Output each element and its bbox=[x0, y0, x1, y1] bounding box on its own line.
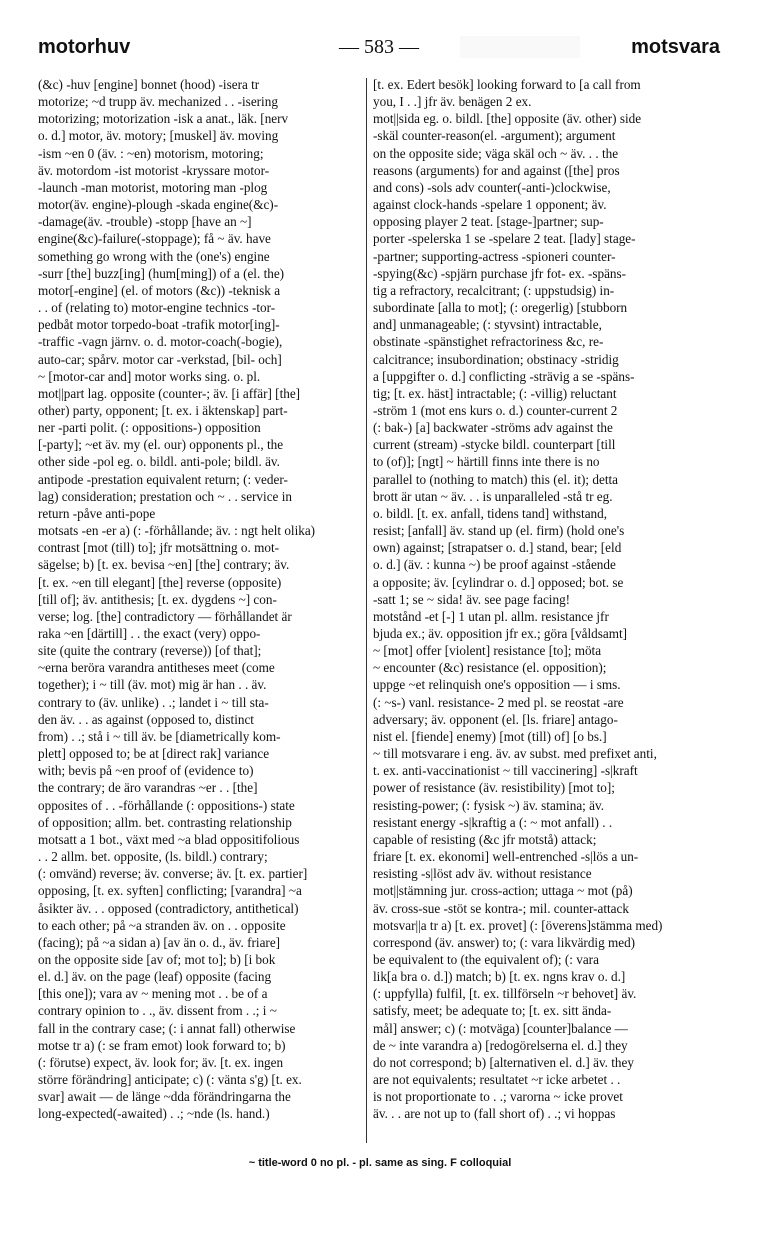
text-line: -satt 1; se ~ sida! äv. see page facing! bbox=[373, 591, 571, 607]
text-line: other) party, opponent; [t. ex. i äktenskap] part- bbox=[38, 402, 288, 418]
text-line: of opposition; allm. bet. contrasting relationship bbox=[38, 814, 292, 830]
text-line: (facing); på ~a sidan a) [av än o. d., äv. friare] bbox=[38, 934, 281, 950]
text-line: and] unmanageable; (: styvsint) intractable, bbox=[373, 317, 602, 333]
header-left-guide-word: motorhuv bbox=[38, 36, 131, 58]
text-line: ~erna beröra varandra antitheses meet (come bbox=[38, 660, 275, 676]
text-line: ner -parti polit. (: oppositions-) opposition bbox=[38, 420, 261, 436]
text-line: -spying(&c) -spjärn purchase jfr fot- ex. -späns- bbox=[373, 265, 627, 281]
text-line: [-party]; ~et äv. my (el. our) opponents pl., the bbox=[38, 437, 284, 453]
text-line: lag) consideration; prestation och ~ . . service in bbox=[38, 488, 292, 504]
text-line: against clock-hands -spelare 1 opponent; äv. bbox=[373, 197, 607, 213]
text-line: (: bak-) [a] backwater -ströms adv against the bbox=[373, 420, 613, 436]
text-line: äv. cross-sue -stöt se kontra-; mil. counter-attack bbox=[373, 900, 629, 916]
text-line: [till of]; äv. antithesis; [t. ex. dygdens ~] con- bbox=[38, 591, 277, 607]
text-line: raka ~en [därtill] . . the exact (very) oppo- bbox=[38, 626, 261, 641]
text-line: lik[a bra o. d.]) match; b) [t. ex. ngns krav o. d.] bbox=[373, 969, 626, 985]
text-line: -damage(äv. -trouble) -stopp [have an ~] bbox=[38, 214, 252, 230]
text-line: together); i ~ till (äv. mot) mig är han . . äv. bbox=[38, 677, 267, 693]
text-line: -launch -man motorist, motoring man -plog bbox=[38, 179, 268, 195]
text-line: own) against; [strapatser o. d.] stand, bear; [eld bbox=[373, 540, 622, 556]
text-line: tig a refractory, recalcitrant; (: uppstudsig) in- bbox=[373, 282, 615, 298]
text-line: auto-car; spårv. motor car -verkstad, [bil- och] bbox=[38, 351, 282, 367]
text-line: from) . .; stå i ~ till äv. be [diametrically kom- bbox=[38, 728, 281, 744]
text-line: contrast [mot (till) to]; jfr motsättning o. mot- bbox=[38, 540, 280, 556]
text-line: mot||part lag. opposite (counter-; äv. [i affär] [the] bbox=[38, 385, 301, 401]
text-line: long-expected(-awaited) . .; ~nde (ls. hand.) bbox=[38, 1106, 270, 1122]
text-line: -ism ~en 0 (äv. : ~en) motorism, motoring; bbox=[38, 145, 264, 161]
text-line: (: förutse) expect, äv. look for; äv. [t. ex. ingen bbox=[38, 1054, 284, 1070]
column-divider bbox=[366, 78, 367, 1143]
text-line: motstånd -et [-] 1 utan pl. allm. resistance jfr bbox=[373, 608, 609, 624]
text-line: [t. ex. ~en till elegant] [the] reverse (opposite) bbox=[38, 574, 282, 590]
text-line: antipode -prestation equivalent return; (: veder- bbox=[38, 471, 288, 487]
text-line: ~ [mot] offer [violent] resistance [to]; möta bbox=[373, 643, 602, 659]
text-line: el. d.] äv. on the page (leaf) opposite (facing bbox=[38, 969, 272, 985]
text-line: pedbåt motor torpedo-boat -trafik motor[ing]- bbox=[38, 317, 280, 333]
text-line: return -påve anti-pope bbox=[38, 505, 156, 521]
text-line: -ström 1 (mot ens kurs o. d.) counter-current 2 bbox=[373, 402, 618, 418]
page-header bbox=[38, 36, 720, 66]
text-line: resistant energy -s|kraftig a (: ~ mot anfall) . . bbox=[373, 814, 613, 830]
text-line: motse tr a) (: se fram emot) look forward to; b) bbox=[38, 1037, 286, 1053]
text-line: -surr [the] buzz[ing] (hum[ming]) of a (el. the) bbox=[38, 265, 285, 281]
text-line: plett] opposed to; be at [direct rak] variance bbox=[38, 746, 270, 762]
text-line: satisfy, meet; be adequate to; [t. ex. sitt ända- bbox=[373, 1003, 612, 1019]
text-line: contrary to (äv. unlike) . .; landet i ~ till sta- bbox=[38, 694, 269, 710]
text-line: opposing, [t. ex. syften] conflicting; [varandra] ~a bbox=[38, 883, 302, 899]
left-column bbox=[38, 76, 365, 1146]
text-line: bjuda ex.; äv. opposition jfr ex.; göra [våldsamt] bbox=[373, 626, 628, 641]
text-line: parallel to (nothing to match) this (el. it); detta bbox=[373, 471, 618, 487]
text-line: a opposite; äv. [cylindrar o. d.] opposed; bot. se bbox=[373, 574, 624, 590]
text-line: svar] await — de länge ~dda förändringarna the bbox=[38, 1089, 291, 1105]
text-line: porter -spelerska 1 se -spelare 2 teat. [lady] stage- bbox=[373, 231, 636, 247]
text-line: you, I . .] jfr äv. benägen 2 ex. bbox=[373, 94, 532, 110]
text-line: [t. ex. Edert besök] looking forward to [a call from bbox=[373, 77, 641, 92]
text-line: motor[-engine] (el. of motors (&c)) -teknisk a bbox=[38, 282, 281, 298]
text-line: äv. . . are not up to (fall short of) . .; vi hoppas bbox=[373, 1106, 616, 1122]
text-line: äv. motordom -ist motorist -kryssare motor- bbox=[38, 162, 270, 178]
text-line: mål] answer; c) (: motväga) [counter]balance — bbox=[373, 1020, 628, 1036]
text-line: friare [t. ex. ekonomi] well-entrenched -s|lös a un- bbox=[373, 849, 639, 865]
text-line: to (of)]; [ngt] ~ härtill finns inte there is no bbox=[373, 454, 600, 470]
text-line: t. ex. anti-vaccinationist ~ till vaccinering] -s|kraft bbox=[373, 763, 638, 779]
text-line: reasons (arguments) for and against ([the] pros bbox=[373, 162, 620, 178]
text-line: -skäl counter-reason(el. -argument); argument bbox=[373, 128, 616, 144]
text-line: verse; log. [the] contradictory — förhållandet är bbox=[38, 608, 292, 624]
text-line: ~ encounter (&c) resistance (el. opposition); bbox=[373, 660, 607, 676]
text-line: obstinate -spänstighet refractoriness &c, re- bbox=[373, 334, 604, 350]
text-line: -partner; supporting-actress -spioneri counter- bbox=[373, 248, 616, 264]
text-line: tig; [t. ex. häst] intractable; (: -villig) reluctant bbox=[373, 385, 617, 401]
text-line: other side -pol eg. o. bildl. anti-pole; bildl. äv. bbox=[38, 454, 280, 470]
text-line: uppge ~et relinquish one's opposition — i sms. bbox=[373, 677, 621, 693]
text-line: motorize; ~d trupp äv. mechanized . . -isering bbox=[38, 94, 278, 110]
text-line: [this one]); vara av ~ mening mot . . be of a bbox=[38, 986, 268, 1002]
text-line: motor(äv. engine)-plough -skada engine(&c)- bbox=[38, 197, 279, 213]
text-line: (&c) -huv [engine] bonnet (hood) -isera tr bbox=[38, 77, 260, 92]
text-line: contrary opinion to . ., äv. dissent from . .; i ~ bbox=[38, 1003, 277, 1019]
text-line: on the opposite side [av of; mot to]; b) [i bok bbox=[38, 951, 276, 967]
text-line: o. d.] (äv. : kunna ~) be proof against -stående bbox=[373, 557, 616, 573]
text-line: mot||sida eg. o. bildl. [the] opposite (äv. other) side bbox=[373, 111, 642, 127]
text-line: ~ till motsvarare i eng. äv. av subst. med prefixet anti, bbox=[373, 746, 657, 762]
text-line: site (quite the contrary (reverse)) [of that]; bbox=[38, 643, 262, 659]
text-line: (: omvänd) reverse; äv. converse; äv. [t. ex. partier] bbox=[38, 866, 308, 882]
text-line: resisting-power; (: fysisk ~) äv. stamina; äv. bbox=[373, 797, 605, 813]
text-line: . . of (relating to) motor-engine technics -tor- bbox=[38, 300, 276, 316]
text-line: current (stream) -stycke bildl. counterpart [till bbox=[373, 437, 616, 453]
text-line: resist; [anfall] äv. stand up (el. firm) (hold one's bbox=[373, 523, 625, 539]
text-line: is not proportionate to . .; varorna ~ icke provet bbox=[373, 1089, 623, 1105]
text-line: engine(&c)-failure(-stoppage); få ~ äv. have bbox=[38, 231, 271, 247]
text-line: -traffic -vagn järnv. o. d. motor-coach(-bogie), bbox=[38, 334, 283, 350]
text-line: motorizing; motorization -isk a anat., läk. [nerv bbox=[38, 111, 289, 127]
text-line: adversary; äv. opponent (el. [ls. friare] antago- bbox=[373, 711, 618, 727]
text-line: and cons) -sols adv counter(-anti-)clockwise, bbox=[373, 179, 611, 195]
footer-legend: ~ title-word 0 no pl. - pl. same as sing. F colloquial bbox=[248, 1157, 512, 1169]
text-line: motsvar||a tr a) [t. ex. provet] (: [överens]stämma med) bbox=[373, 917, 663, 933]
text-line: motsatt a 1 bot., växt med ~a blad oppositifolious bbox=[38, 831, 300, 847]
text-line: åsikter äv. . . opposed (contradictory, antithetical) bbox=[38, 900, 299, 916]
text-line: be equivalent to (the equivalent of); (: vara bbox=[373, 951, 599, 967]
text-line: a [uppgifter o. d.] conflicting -strävig a se -späns- bbox=[373, 368, 635, 384]
text-line: brott är utan ~ äv. . . is unparalleled -stå tr eg. bbox=[373, 488, 613, 504]
text-line: with; bevis på ~en proof of (evidence to) bbox=[38, 763, 254, 779]
text-line: correspond (äv. answer) to; (: vara likvärdig med) bbox=[373, 934, 636, 950]
text-line: ~ [motor-car and] motor works sing. o. pl. bbox=[38, 368, 261, 384]
right-column bbox=[373, 76, 700, 1146]
text-line: större förändring] anticipate; c) (: vänta s'g) [t. ex. bbox=[38, 1072, 302, 1088]
header-right-guide-word: motsvara bbox=[631, 36, 720, 58]
text-line: on the opposite side; väga skäl och ~ äv. . . the bbox=[373, 145, 619, 161]
text-line: fall in the contrary case; (: i annat fall) otherwise bbox=[38, 1020, 296, 1036]
text-line: are not equivalents; resultatet ~r icke arbetet . . bbox=[373, 1072, 621, 1088]
text-line: (: ~s-) vanl. resistance- 2 med pl. se reostat -are bbox=[373, 694, 624, 710]
text-line: o. d.] motor, äv. motory; [muskel] äv. moving bbox=[38, 128, 279, 144]
text-line: (: uppfylla) fulfil, [t. ex. tillförseln ~r behovet] äv. bbox=[373, 986, 637, 1002]
text-line: den äv. . . as against (opposed to, distinct bbox=[38, 711, 254, 727]
text-line: resisting -s|löst adv äv. without resistance bbox=[373, 866, 592, 882]
text-line: subordinate [alla to mot]; (: oregerlig) [stubborn bbox=[373, 300, 628, 316]
page-number: — 583 — bbox=[339, 36, 419, 58]
text-line: o. bildl. [t. ex. anfall, tidens tand] withstand, bbox=[373, 505, 608, 521]
text-line: calcitrance; insubordination; obstinacy -stridig bbox=[373, 351, 619, 367]
text-line: motsats -en -er a) (: -förhållande; äv. : ngt helt olika) bbox=[38, 523, 316, 539]
text-line: something go wrong with the (one's) engine bbox=[38, 248, 270, 264]
text-line: do not correspond; b) [alternativen el. d.] äv. they bbox=[373, 1054, 634, 1070]
text-line: sägelse; b) [t. ex. bevisa ~en] [the] contrary; äv. bbox=[38, 557, 290, 573]
text-line: . . 2 allm. bet. opposite, (ls. bildl.) contrary; bbox=[38, 849, 268, 865]
text-line: capable of resisting (&c jfr motstå) attack; bbox=[373, 831, 597, 847]
text-line: nist el. [fiende] enemy) [mot (till) of] [o bs.] bbox=[373, 728, 607, 744]
text-line: to each other; på ~a stranden äv. on . . opposite bbox=[38, 917, 286, 933]
text-line: opposing player 2 teat. [stage-]partner; sup- bbox=[373, 214, 604, 230]
text-line: de ~ inte varandra a) [redogörelserna el. d.] they bbox=[373, 1037, 628, 1053]
text-line: mot||stämning jur. cross-action; uttaga ~ mot (på) bbox=[373, 883, 633, 899]
text-line: power of resistance (äv. resistibility) [mot to]; bbox=[373, 780, 615, 796]
text-line: the contrary; de äro varandras ~er . . [the] bbox=[38, 780, 258, 796]
text-line: opposites of . . -förhållande (: oppositions-) state bbox=[38, 797, 295, 813]
